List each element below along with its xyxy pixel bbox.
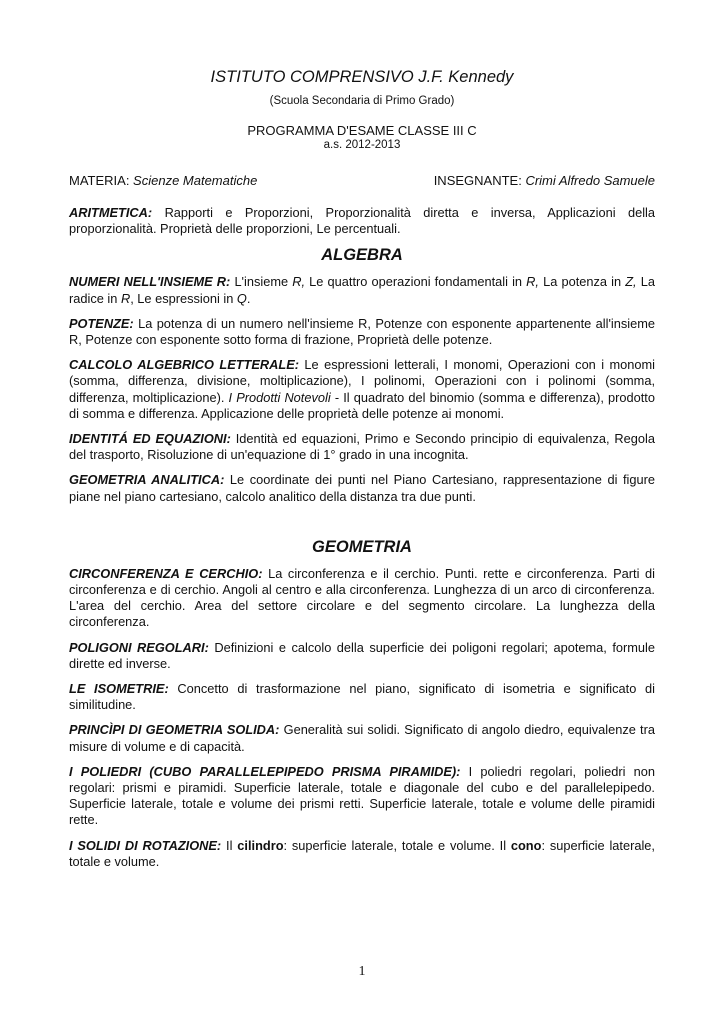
school-subtitle: (Scuola Secondaria di Primo Grado) bbox=[269, 95, 455, 107]
rotazione-label: I SOLIDI DI ROTAZIONE: bbox=[69, 837, 222, 853]
aritmetica-text: Rapporti e Proporzioni, Proporzionalità diretta e inversa, Applicazioni della proporzionalità. Proprietà delle proporzioni, Le percentuali. bbox=[69, 205, 655, 237]
calcolo-label: CALCOLO ALGEBRICO LETTERALE: bbox=[69, 357, 300, 373]
aritmetica-label: ARITMETICA: bbox=[69, 205, 153, 220]
numeri-text-4: La radice in bbox=[69, 274, 655, 306]
numeri-text-6: . bbox=[246, 290, 251, 306]
circonferenza-paragraph bbox=[69, 566, 655, 631]
numeri-set-5: Q bbox=[236, 290, 247, 306]
rotazione-paragraph bbox=[69, 838, 655, 870]
solida-label: PRINCÌPI DI GEOMETRIA SOLIDA: bbox=[69, 722, 280, 738]
analitica-label: GEOMETRIA ANALITICA: bbox=[69, 472, 225, 488]
school-year: a.s. 2012-2013 bbox=[323, 139, 401, 151]
teacher-value: Crimi Alfredo Samuele bbox=[525, 173, 655, 188]
numeri-paragraph bbox=[69, 274, 655, 306]
isometrie-label: LE ISOMETRIE: bbox=[69, 681, 169, 697]
potenze-paragraph bbox=[69, 316, 655, 348]
poliedri-paragraph bbox=[69, 764, 655, 829]
circonferenza-text: La circonferenza e il cerchio. Punti. rette e circonferenza. Parti di circonferenza e di cerchio. Angoli al centro e alla circonferenza. Lunghezza di un arco di circonferenza. L'area del cerchio. Area del settore circolare e del segmento circolare. La lunghezza della circonferenza. bbox=[69, 565, 655, 630]
identita-label: IDENTITÁ ED EQUAZIONI: bbox=[69, 431, 231, 447]
identita-paragraph bbox=[69, 431, 655, 463]
poligoni-label: POLIGONI REGOLARI: bbox=[69, 639, 209, 655]
teacher-label: INSEGNANTE: bbox=[433, 173, 526, 188]
subject-label: MATERIA: bbox=[69, 173, 134, 188]
poliedri-label: I POLIEDRI (CUBO PARALLELEPIPEDO PRISMA PIRAMIDE): bbox=[69, 763, 461, 779]
numeri-label: NUMERI NELL'INSIEME R: bbox=[69, 274, 231, 290]
poligoni-paragraph bbox=[69, 640, 655, 672]
numeri-set-2: R, bbox=[526, 274, 539, 290]
circonferenza-label: CIRCONFERENZA E CERCHIO: bbox=[69, 565, 263, 581]
rotazione-bold-2: cono bbox=[510, 837, 542, 853]
poliedri-text: I poliedri regolari, poliedri non regolari: prismi e piramidi. Superficie laterale, totale e diagonale del cubo e del parallelepipedo. Superficie laterale, totale e volume dei prismi retti. Superficie laterale, totale e volume delle piramidi rette. bbox=[69, 763, 655, 828]
isometrie-paragraph bbox=[69, 681, 655, 713]
numeri-set-1: R, bbox=[292, 274, 306, 290]
subject-value: Scienze Matematiche bbox=[133, 173, 258, 188]
calcolo-paragraph bbox=[69, 357, 655, 422]
program-title: PROGRAMMA D'ESAME CLASSE III C bbox=[247, 123, 477, 138]
numeri-text-1: L'insieme bbox=[230, 274, 293, 290]
rotazione-text-3: : superficie laterale, totale e volume. bbox=[69, 837, 655, 869]
isometrie-text: Concetto di trasformazione nel piano, significato di isometria e significato di similitudine. bbox=[69, 681, 655, 713]
numeri-text-3: La potenza in bbox=[538, 274, 626, 290]
identita-text: Identità ed equazioni, Primo e Secondo principio di equivalenza, Regola del trasporto, Risoluzione di un'equazione di 1° grado in una incognita. bbox=[69, 431, 655, 463]
numeri-text-5: , Le espressioni in bbox=[130, 290, 237, 306]
teacher-field bbox=[434, 173, 655, 188]
rotazione-text-1: Il bbox=[221, 837, 238, 853]
analitica-text: Le coordinate dei punti nel Piano Cartesiano, rappresentazione di figure piane nel piano cartesiano, calcolo analitico della distanza tra due punti. bbox=[69, 472, 656, 504]
aritmetica-paragraph bbox=[69, 205, 655, 237]
potenze-text: La potenza di un numero nell'insieme R, Potenze con esponente appartenente all'insieme R, Potenze con esponente sotto forma di frazione, Proprietà delle potenze. bbox=[69, 315, 655, 348]
algebra-heading: ALGEBRA bbox=[321, 246, 403, 265]
meta-line bbox=[69, 173, 655, 188]
solida-paragraph bbox=[69, 722, 655, 754]
analitica-paragraph bbox=[69, 472, 655, 504]
school-title: ISTITUTO COMPRENSIVO J.F. Kennedy bbox=[210, 68, 514, 86]
calcolo-text-1: Le espressioni letterali, I monomi, Operazioni con i monomi (somma, differenza, divisione, moltiplicazione), I polinomi, Operazioni con i polinomi (somma, differenza, moltiplicazione). bbox=[69, 357, 655, 405]
numeri-text-2: Le quattro operazioni fondamentali in bbox=[305, 274, 527, 290]
calcolo-italic: I Prodotti Notevoli bbox=[228, 389, 331, 405]
poligoni-text: Definizioni e calcolo della superficie dei poligoni regolari; apotema, formule dirette ed inverse. bbox=[69, 639, 655, 671]
page-number: 1 bbox=[358, 964, 366, 979]
numeri-set-4: R bbox=[120, 290, 131, 306]
rotazione-bold-1: cilindro bbox=[237, 837, 284, 853]
content-blocks bbox=[69, 205, 655, 879]
rotazione-text-2: : superficie laterale, totale e volume. Il bbox=[283, 837, 511, 853]
geometria-heading: GEOMETRIA bbox=[312, 537, 412, 556]
potenze-label: POTENZE: bbox=[69, 315, 134, 331]
calcolo-text-2: - Il quadrato del binomio (somma e differenza), prodotto di somma e differenza. Applicazione delle proprietà delle potenze ai monomi. bbox=[69, 389, 655, 421]
solida-text: Generalità sui solidi. Significato di angolo diedro, equivalenze tra misure di volume e di capacità. bbox=[69, 722, 655, 754]
subject-field bbox=[69, 173, 257, 188]
numeri-set-3: Z, bbox=[625, 274, 637, 290]
